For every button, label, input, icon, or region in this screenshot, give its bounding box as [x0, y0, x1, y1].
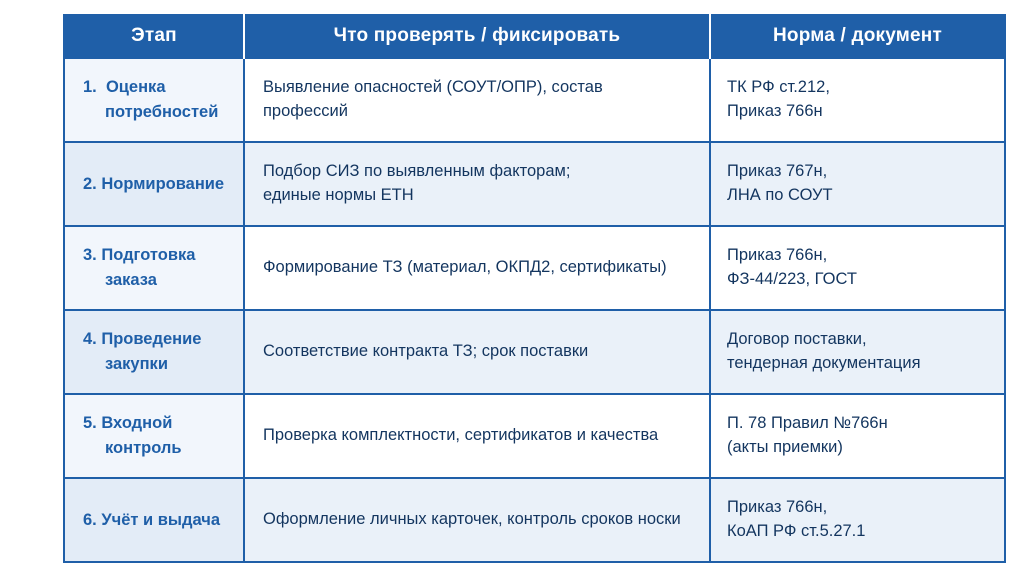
- stage-label: Входной: [101, 414, 173, 433]
- norm-line-1: П. 78 Правил №766н: [727, 414, 888, 433]
- norm-cell: [710, 310, 1005, 394]
- stage-cell: [64, 394, 244, 478]
- table-row: [64, 310, 1005, 394]
- stage-label: Оценка: [105, 78, 166, 97]
- check-line-1: Подбор СИЗ по выявленным факторам;: [263, 162, 571, 181]
- stage-number: 1.: [83, 78, 97, 97]
- table-header-row: [64, 15, 1005, 58]
- check-line-1: Формирование ТЗ (материал, ОКПД2, сертификаты): [263, 258, 667, 277]
- check-line-1: Проверка комплектности, сертификатов и качества: [263, 426, 659, 445]
- table-row: [64, 142, 1005, 226]
- norm-line-1: Приказ 767н,: [727, 162, 828, 181]
- check-cell: [244, 310, 710, 394]
- norm-cell: [710, 58, 1005, 142]
- check-cell: [244, 478, 710, 562]
- stage-number: 3.: [83, 246, 97, 265]
- norm-cell: [710, 226, 1005, 310]
- check-line-1: Оформление личных карточек, контроль сроков носки: [263, 510, 681, 529]
- stage-label-line2: потребностей: [105, 103, 219, 121]
- stage-label-line2: заказа: [105, 271, 157, 289]
- table-row: [64, 478, 1005, 562]
- check-cell: [244, 226, 710, 310]
- stage-number: 6.: [83, 510, 97, 529]
- siz-process-table: [63, 14, 1006, 563]
- norm-line-2: КоАП РФ ст.5.27.1: [727, 522, 866, 540]
- stage-cell: [64, 58, 244, 142]
- stage-number: 2.: [83, 174, 97, 193]
- norm-line-2: тендерная документация: [727, 354, 921, 372]
- check-cell: [244, 58, 710, 142]
- stage-number: 5.: [83, 414, 97, 433]
- check-line-2: единые нормы ЕТН: [263, 186, 414, 204]
- check-cell: [244, 142, 710, 226]
- stage-cell: [64, 478, 244, 562]
- norm-line-1: Приказ 766н,: [727, 246, 828, 265]
- check-line-1: Соответствие контракта ТЗ; срок поставки: [263, 342, 589, 361]
- norm-line-2: (акты приемки): [727, 438, 843, 456]
- norm-line-2: Приказ 766н: [727, 102, 823, 120]
- norm-cell: [710, 394, 1005, 478]
- norm-line-2: ФЗ-44/223, ГОСТ: [727, 270, 857, 288]
- norm-line-1: Приказ 766н,: [727, 498, 828, 517]
- table-row: [64, 394, 1005, 478]
- check-line-2: профессий: [263, 102, 348, 120]
- table-row: [64, 58, 1005, 142]
- norm-line-2: ЛНА по СОУТ: [727, 186, 833, 204]
- check-line-1: Выявление опасностей (СОУТ/ОПР), состав: [263, 78, 603, 97]
- stage-cell: [64, 310, 244, 394]
- norm-cell: [710, 142, 1005, 226]
- column-header-check: Что проверять / фиксировать: [244, 15, 710, 58]
- table-header: [64, 15, 1005, 58]
- norm-line-1: Договор поставки,: [727, 330, 867, 349]
- stage-label: Подготовка: [101, 246, 196, 265]
- stage-label: Учёт и выдача: [101, 510, 221, 529]
- stage-label: Нормирование: [101, 174, 225, 193]
- table-body: [64, 58, 1005, 562]
- stage-label: Проведение: [101, 330, 202, 349]
- stage-cell: [64, 142, 244, 226]
- stage-number: 4.: [83, 330, 97, 349]
- norm-cell: [710, 478, 1005, 562]
- check-cell: [244, 394, 710, 478]
- stage-cell: [64, 226, 244, 310]
- stage-label-line2: контроль: [105, 439, 182, 457]
- stage-label-line2: закупки: [105, 355, 168, 373]
- column-header-norm: Норма / документ: [710, 15, 1005, 58]
- norm-line-1: ТК РФ ст.212,: [727, 78, 830, 97]
- column-header-stage: Этап: [64, 15, 244, 58]
- table-row: [64, 226, 1005, 310]
